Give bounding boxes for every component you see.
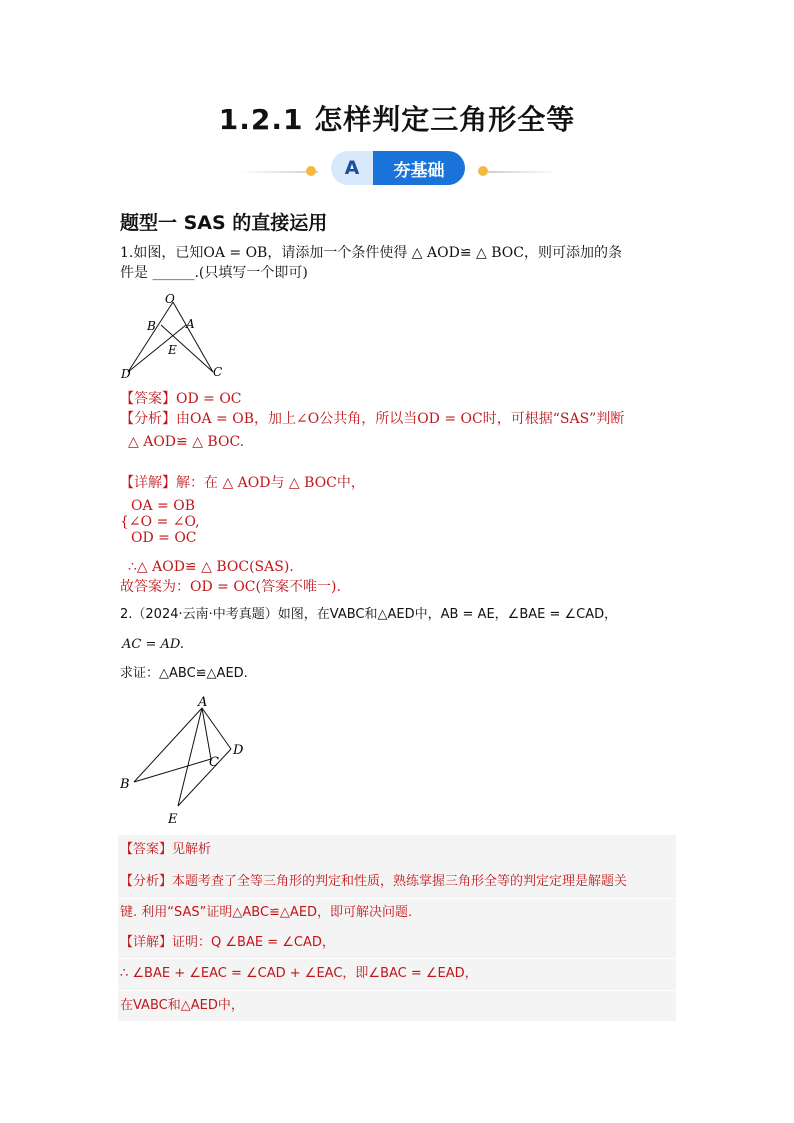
q2-analysis-line2: 键. 利用“SAS”证明△ABC≌△AED，即可解决问题. (120, 905, 413, 920)
q2-label-E: E (168, 812, 178, 827)
q1-detail-line (120, 473, 365, 493)
decor-line-right (488, 171, 558, 173)
q1-conclusion: ∴△ AOD≌ △ BOC(SAS). (128, 559, 294, 575)
q1-system-3: OD = OC (131, 530, 197, 546)
q1-line-OC (173, 302, 213, 372)
q1-analysis-line1 (120, 409, 624, 429)
q1-label-B: B (147, 319, 156, 333)
q2-line-ED (178, 749, 231, 806)
q1-figure (118, 290, 228, 382)
q2-analysis-tag: 【分析】 (120, 874, 173, 889)
q1-analysis-tag: 【分析】 (120, 411, 176, 427)
section-heading: 题型一 SAS 的直接运用 (120, 212, 328, 234)
level-badge (331, 151, 465, 185)
q2-detail-line3: 在VABC和△AED中， (120, 998, 244, 1013)
q1-line1: 1.如图，已知OA = OB，请添加一个条件使得 △ AOD≌ △ BOC，则可添加的条 (120, 245, 622, 261)
q1-label-D: D (121, 367, 131, 381)
page-title: 1.2.1 怎样判定三角形全等 (218, 103, 576, 136)
q2-line2: AC = AD. (122, 637, 184, 652)
q1-answer: OD = OC (176, 391, 242, 407)
q1-answer-tag: 【答案】 (120, 391, 176, 407)
q1-analysis-text1: 由OA = OB，加上∠O公共角，所以当OD = OC时，可根据“SAS”判断 (176, 411, 625, 427)
q2-detail-line (120, 933, 335, 953)
q1-analysis-line2: △ AOD≌ △ BOC. (128, 434, 245, 450)
q2-answer-line (120, 840, 211, 860)
q2-label-B: B (120, 777, 130, 792)
q2-answer-block (118, 835, 676, 1021)
q2-analysis-line1 (120, 872, 627, 892)
q1-system-2: {∠O = ∠O, (120, 514, 200, 530)
q2-analysis-text1: 本题考查了全等三角形的判定和性质，熟练掌握三角形全等的判定定理是解题关 (172, 874, 628, 889)
q1-answer-line (120, 389, 242, 409)
q2-divider-1 (118, 898, 676, 899)
decor-dot-left (306, 166, 316, 176)
decor-dot-right (478, 166, 488, 176)
q2-detail-tag: 【详解】 (120, 935, 173, 950)
badge-letter: A (331, 151, 373, 185)
q1-label-O: O (165, 292, 175, 306)
q2-line-AC (202, 708, 211, 759)
q2-line-AB (134, 708, 202, 782)
q2-divider-2 (118, 958, 676, 959)
q2-divider-3 (118, 990, 676, 991)
q1-line-OD (128, 302, 173, 372)
badge-label: 夯基础 (373, 151, 465, 185)
q1-detail-text: 解：在 △ AOD与 △ BOC中， (176, 475, 365, 491)
q1-system-1: OA = OB (131, 498, 195, 514)
q2-line-BC (134, 759, 211, 782)
q2-answer: 见解析 (172, 842, 212, 857)
q2-detail-text1: 证明：Q ∠BAE = ∠CAD， (172, 935, 335, 950)
q2-detail-line2: ∴ ∠BAE + ∠EAC = ∠CAD + ∠EAC，即∠BAC = ∠EAD， (120, 966, 478, 981)
q1-final-answer: 故答案为：OD = OC(答案不唯一). (120, 579, 341, 595)
q1-label-E: E (168, 343, 177, 357)
q2-label-A: A (198, 695, 208, 710)
q1-line2: 件是 ______.(只填写一个即可) (120, 265, 308, 281)
q2-line1: 2.（2024·云南·中考真题）如图，在VABC和△AED中，AB = AE，∠BAE = ∠CAD， (120, 607, 618, 622)
q1-detail-tag: 【详解】 (120, 475, 176, 491)
q2-line3: 求证：△ABC≌△AED. (120, 666, 248, 681)
q1-label-A: A (186, 317, 195, 331)
q2-figure (116, 694, 256, 829)
q2-label-D: D (233, 743, 244, 758)
q1-line-DA (128, 325, 186, 372)
q1-label-C: C (213, 365, 223, 379)
q2-line-AE (178, 708, 202, 806)
q2-line-AD (202, 708, 231, 749)
q2-answer-tag: 【答案】 (120, 842, 173, 857)
q2-label-C: C (209, 755, 219, 770)
